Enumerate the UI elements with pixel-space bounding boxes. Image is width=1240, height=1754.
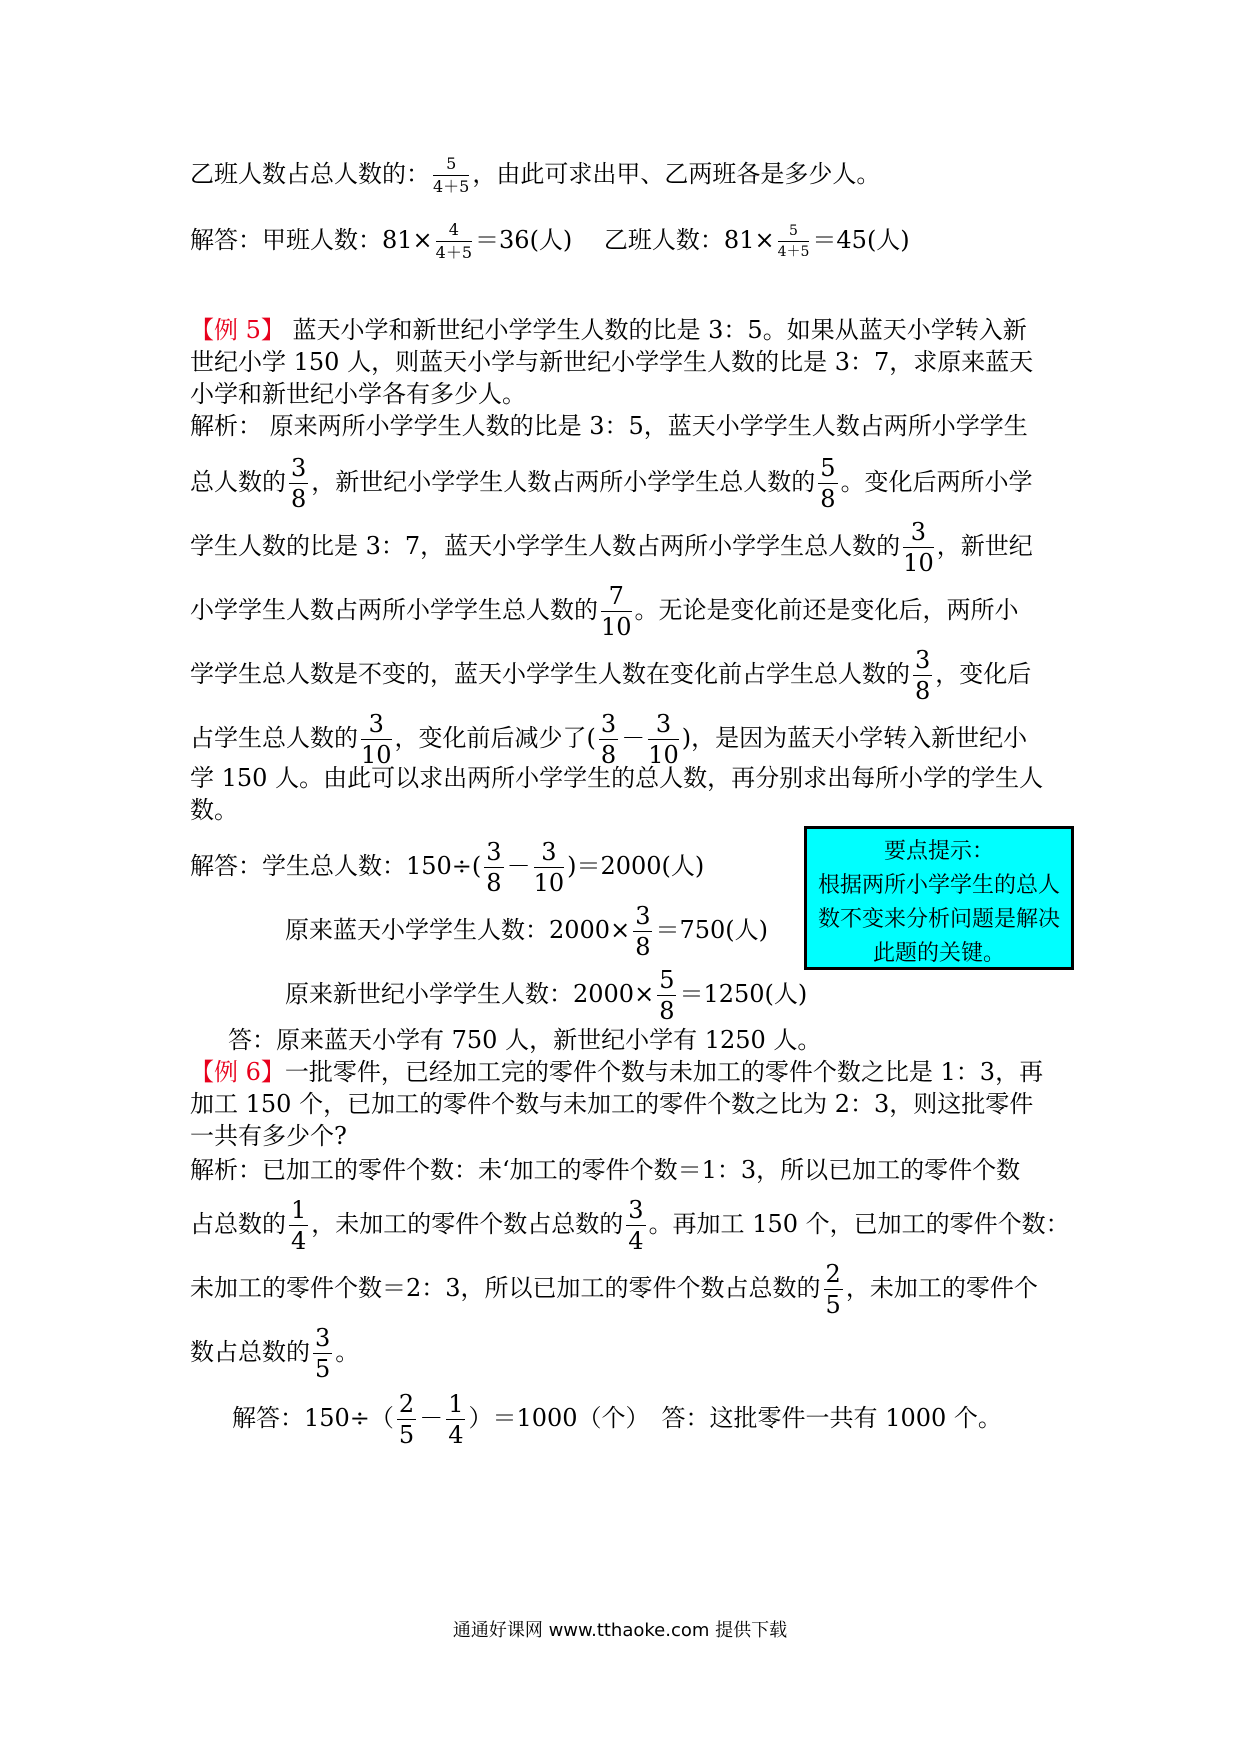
ex5-analysis-4: 小学学生人数占两所小学学生总人数的 $\frac{7}{10}$ 。无论是变化前还是变化后，两所小: [190, 582, 1019, 641]
ex5-analysis-3: 学生人数的比是 3：7，蓝天小学学生人数占两所小学学生总人数的 $\frac{3}{10}$ ，新世纪: [190, 518, 1033, 577]
ex6-analysis-4: 数占总数的 $\frac{3}{5}$ 。: [190, 1324, 360, 1383]
fraction-3-10-c: $\frac{3}{10}$: [648, 710, 679, 769]
ex5-solution-2: 原来蓝天小学学生人数：2000× $\frac{3}{8}$ ＝750(人): [285, 902, 769, 961]
ex6-analysis-1: 解析：已加工的零件个数：未‘加工的零件个数＝1：3，所以已加工的零件个数: [190, 1156, 1021, 1184]
ex5-question-3: 小学和新世纪小学各有多少人。: [190, 380, 526, 408]
ex5-question-1: 【例 5】 蓝天小学和新世纪小学学生人数的比是 3：5。如果从蓝天小学转入新: [190, 316, 1027, 344]
fraction-1-4-b: $\frac{1}{4}$: [448, 1390, 464, 1449]
fraction-3-4: $\frac{3}{4}$: [628, 1196, 644, 1255]
fraction-5-over-4plus5-b: $\frac{5}{4+5}$: [777, 223, 810, 260]
ex6-analysis-3: 未加工的零件个数＝2：3，所以已加工的零件个数占总数的 $\frac{2}{5}$ ，未加工的零件个: [190, 1260, 1038, 1319]
ex5-analysis-8: 数。: [190, 796, 238, 824]
fraction-5-over-4plus5: $\frac{5}{4+5}$: [433, 154, 470, 196]
ex5-solution-3: 原来新世纪小学学生人数：2000× $\frac{5}{8}$ ＝1250(人): [285, 966, 808, 1025]
fraction-1-4: $\frac{1}{4}$: [291, 1196, 307, 1255]
fraction-3-8-e: $\frac{3}{8}$: [635, 902, 651, 961]
key-point-box: 要点提示： 根据两所小学学生的总人 数不变来分析问题是解决 此题的关键。: [804, 826, 1074, 970]
fraction-3-8-b: $\frac{3}{8}$: [915, 646, 931, 705]
intro-line-1: 乙班人数占总人数的： $\frac{5}{4+5}$ ，由此可求出甲、乙两班各是多少人。: [190, 154, 881, 196]
fraction-3-5: $\frac{3}{5}$: [315, 1324, 331, 1383]
fraction-2-5: $\frac{2}{5}$: [825, 1260, 841, 1319]
fraction-3-8-c: $\frac{3}{8}$: [600, 710, 617, 769]
ex5-answer: 答：原来蓝天小学有 750 人，新世纪小学有 1250 人。: [228, 1026, 822, 1054]
fraction-3-10: $\frac{3}{10}$: [903, 518, 934, 577]
ex5-analysis-7: 学 150 人。由此可以求出两所小学学生的总人数，再分别求出每所小学的学生人: [190, 764, 1044, 792]
ex5-analysis-6: 占学生总人数的 $\frac{3}{10}$ ，变化前后减少了( $\frac{3}{8}$ － $\frac{3}{10}$ )，是因为蓝天小学转入新世纪小: [190, 710, 1028, 769]
fraction-4-over-4plus5: $\frac{4}{4+5}$: [435, 220, 473, 262]
ex6-question-1: 【例 6】一批零件，已经加工完的零件个数与未加工的零件个数之比是 1：3，再: [190, 1058, 1044, 1086]
ex5-solution-1: 解答：学生总人数：150÷( $\frac{3}{8}$ － $\frac{3}{10}$ )＝2000(人): [190, 838, 705, 897]
fraction-5-8-b: $\frac{5}{8}$: [659, 966, 675, 1025]
ex5-label: 【例 5】: [190, 316, 285, 344]
fraction-3-10-d: $\frac{3}{10}$: [533, 838, 565, 897]
fraction-3-8: $\frac{3}{8}$: [291, 454, 307, 513]
fraction-2-5-b: $\frac{2}{5}$: [398, 1390, 415, 1449]
fraction-7-10: $\frac{7}{10}$: [601, 582, 632, 641]
fraction-3-8-d: $\frac{3}{8}$: [486, 838, 502, 897]
fraction-3-10-b: $\frac{3}{10}$: [361, 710, 392, 769]
ex5-analysis-1: 解析： 原来两所小学学生人数的比是 3：5，蓝天小学学生人数占两所小学学生: [190, 412, 1028, 440]
fraction-5-8: $\frac{5}{8}$: [820, 454, 836, 513]
intro-line-2: 解答：甲班人数：81× $\frac{4}{4+5}$ ＝36(人) 乙班人数：81× $\frac{5}{4+5}$ ＝45(人): [190, 220, 910, 262]
ex6-question-2: 加工 150 个，已加工的零件个数与未加工的零件个数之比为 2：3，则这批零件: [190, 1090, 1034, 1118]
ex6-solution: 解答：150÷（ $\frac{2}{5}$ － $\frac{1}{4}$ ）＝1000（个） 答：这批零件一共有 1000 个。: [232, 1390, 1002, 1449]
ex6-analysis-2: 占总数的 $\frac{1}{4}$ ，未加工的零件个数占总数的 $\frac{3}{4}$ 。再加工 150 个，已加工的零件个数：: [190, 1196, 1070, 1255]
ex6-question-3: 一共有多少个?: [190, 1122, 347, 1150]
key-point-title: 要点提示：: [883, 839, 994, 864]
ex6-label: 【例 6】: [190, 1058, 285, 1086]
ex5-analysis-2: 总人数的 $\frac{3}{8}$ ，新世纪小学学生人数占两所小学学生总人数的 $\frac{5}{8}$ 。变化后两所小学: [190, 454, 1033, 513]
footer-source: 通通好课网 www.tthaoke.com 提供下载: [452, 1620, 788, 1641]
ex5-question-2: 世纪小学 150 人，则蓝天小学与新世纪小学学生人数的比是 3：7，求原来蓝天: [190, 348, 1034, 376]
ex5-analysis-5: 学学生总人数是不变的，蓝天小学学生人数在变化前占学生总人数的 $\frac{3}{8}$ ，变化后: [190, 646, 1032, 705]
